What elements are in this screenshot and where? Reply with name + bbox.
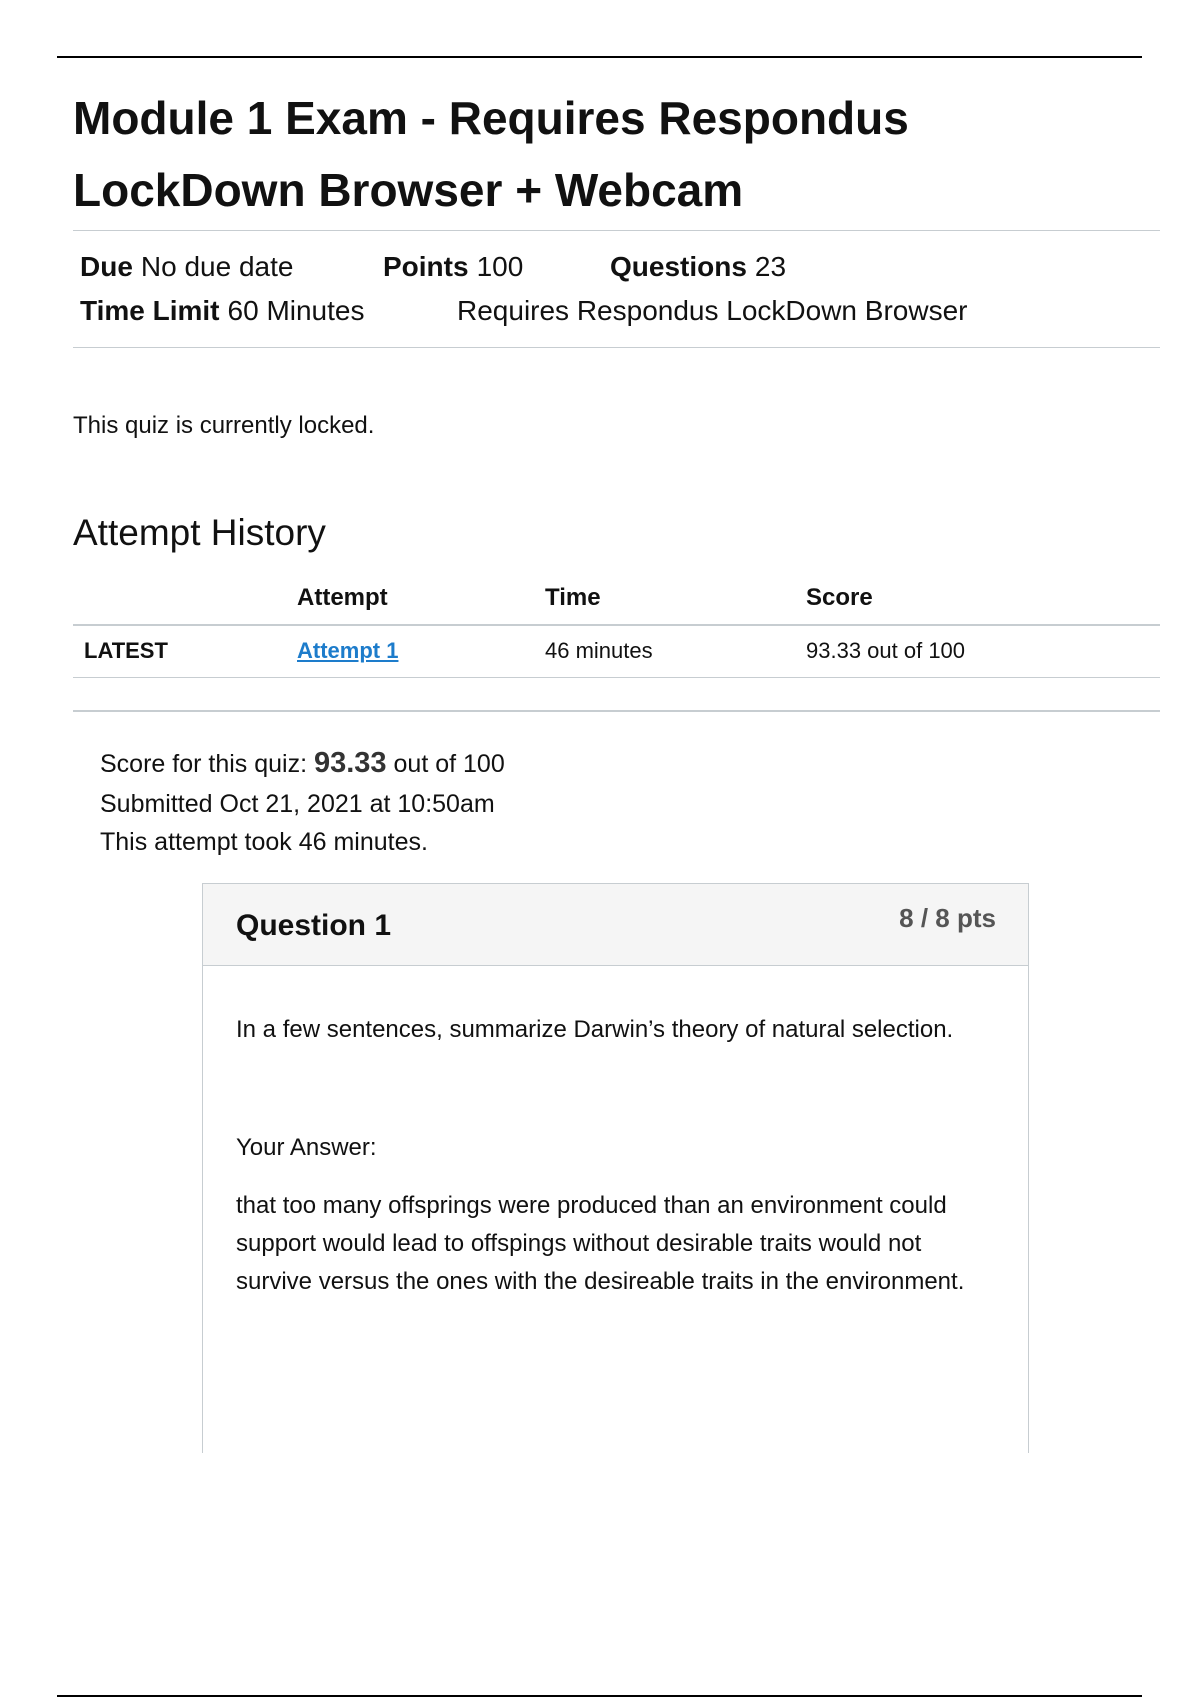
time-limit-detail	[80, 295, 364, 327]
due-value: No due date	[140, 251, 294, 282]
section-divider	[73, 710, 1160, 712]
attempt-time: 46 minutes	[545, 638, 653, 663]
attempt-duration: This attempt took 46 minutes.	[100, 828, 428, 856]
table-row-divider	[73, 677, 1160, 678]
table-header-divider	[73, 624, 1160, 626]
question-title: Question 1	[236, 909, 392, 942]
answer-text: that too many offsprings were produced than an environment could support would lead to offspings without desirable traits would not survive versus the ones with the desireable traits in the environment.	[236, 1192, 965, 1295]
questions-detail	[610, 251, 786, 283]
latest-badge: LATEST	[84, 638, 168, 663]
column-header-time: Time	[545, 584, 601, 611]
score-suffix: out of 100	[393, 750, 505, 778]
locked-message: This quiz is currently locked.	[73, 412, 375, 439]
points-detail	[383, 251, 523, 283]
exam-title: Module 1 Exam - Requires Respondus LockDown Browser + Webcam	[73, 92, 909, 216]
column-header-attempt: Attempt	[297, 584, 388, 611]
attempt-score: 93.33 out of 100	[806, 638, 966, 663]
points-label: Points	[383, 251, 469, 282]
questions-value: 23	[754, 251, 787, 282]
due-detail	[80, 251, 293, 283]
submitted-timestamp: Submitted Oct 21, 2021 at 10:50am	[100, 790, 495, 818]
page-bottom-rule	[57, 1695, 1142, 1697]
quiz-score-line	[100, 747, 505, 780]
page-top-rule	[57, 56, 1142, 58]
questions-label: Questions	[610, 251, 747, 282]
score-value: 93.33	[313, 747, 387, 779]
time-limit-value: 60 Minutes	[227, 295, 365, 326]
column-header-score: Score	[806, 584, 873, 611]
time-limit-label: Time Limit	[80, 295, 220, 326]
lockdown-requirement: Requires Respondus LockDown Browser	[457, 295, 968, 326]
question-card	[202, 883, 1029, 1453]
your-answer-label: Your Answer:	[236, 1134, 377, 1161]
attempt-1-link[interactable]: Attempt 1	[297, 638, 399, 663]
question-points: 8 / 8 pts	[899, 903, 996, 933]
details-bottom-divider	[73, 347, 1160, 348]
question-prompt: In a few sentences, summarize Darwin’s theory of natural selection.	[236, 1016, 954, 1043]
points-value: 100	[476, 251, 524, 282]
details-top-divider	[73, 230, 1160, 231]
attempt-history-heading: Attempt History	[73, 512, 326, 553]
due-label: Due	[80, 251, 133, 282]
question-header	[203, 884, 1028, 966]
score-prefix: Score for this quiz:	[100, 750, 308, 778]
